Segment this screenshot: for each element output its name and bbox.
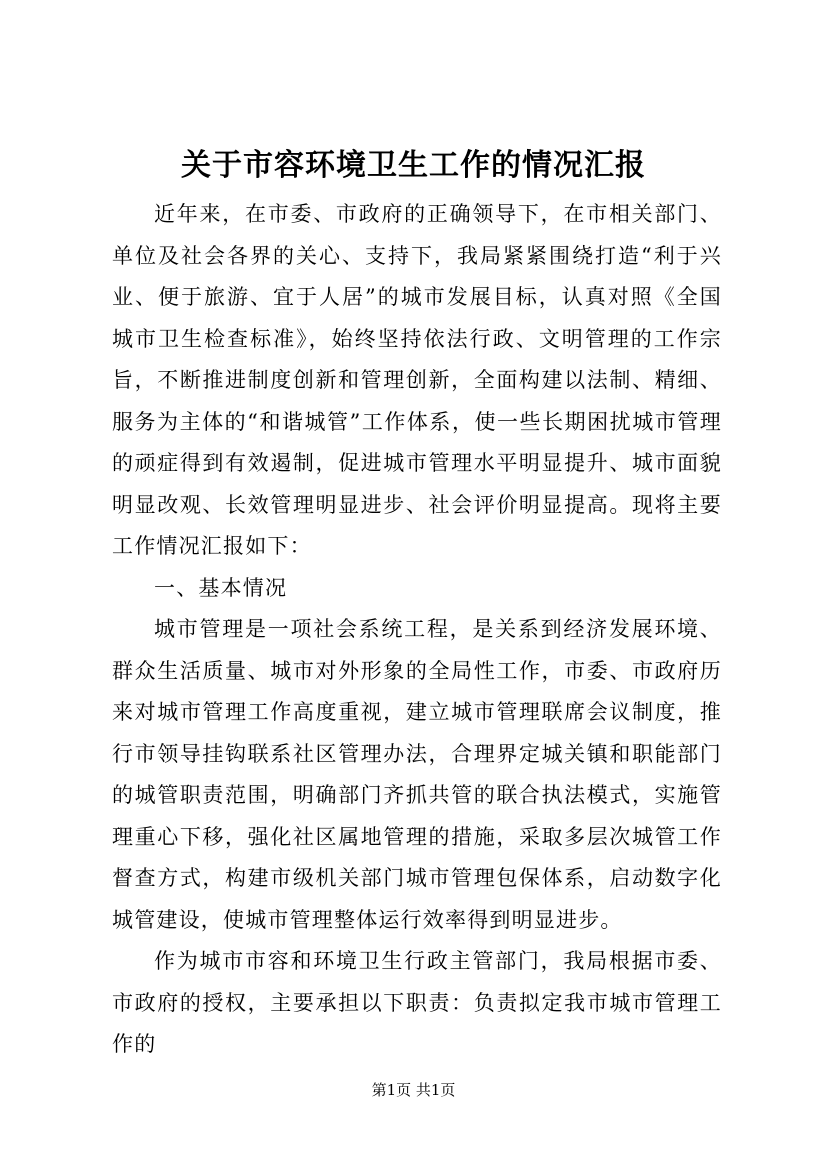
paragraph-intro: 近年来，在市委、市政府的正确领导下，在市相关部门、单位及社会各界的关心、支持下，我局紧紧围绕打造“利于兴业、便于旅游、宜于人居”的城市发展目标，认真对照《全国城市卫生检查标准》，始终坚持依法行政、文明管理的工作宗旨，不断推进制度创新和管理创新，全面构建以法制、精细、服务为主体的“和谐城管”工作体系，使一些长期困扰城市管理的顽症得到有效遏制，促进城市管理水平明显提升、城市面貌明显改观、长效管理明显进步、社会评价明显提高。现将主要工作情况汇报如下： [112, 202, 722, 558]
paragraph-city-management: 城市管理是一项社会系统工程，是关系到经济发展环境、群众生活质量、城市对外形象的全局性工作，市委、市政府历来对城市管理工作高度重视，建立城市管理联席会议制度，推行市领导挂钩联系社区管理办法，合理界定城关镇和职能部门的城管职责范围，明确部门齐抓共管的联合执法模式，实施管理重心下移，强化社区属地管理的措施，采取多层次城管工作督查方式，构建市级机关部门城市管理包保体系，启动数字化城管建设，使城市管理整体运行效率得到明显进步。 [112, 617, 722, 932]
document-body [112, 194, 722, 1066]
section-heading-basic-situation: 一、基本情况 [154, 575, 288, 600]
page-footer: 第1页 共1页 [371, 1081, 456, 1099]
paragraph-responsibilities: 作为城市市容和环境卫生行政主管部门，我局根据市委、市政府的授权，主要承担以下职责：负责拟定我市城市管理工作的 [112, 949, 722, 1056]
document-title: 关于市容环境卫生工作的情况汇报 [181, 148, 646, 183]
